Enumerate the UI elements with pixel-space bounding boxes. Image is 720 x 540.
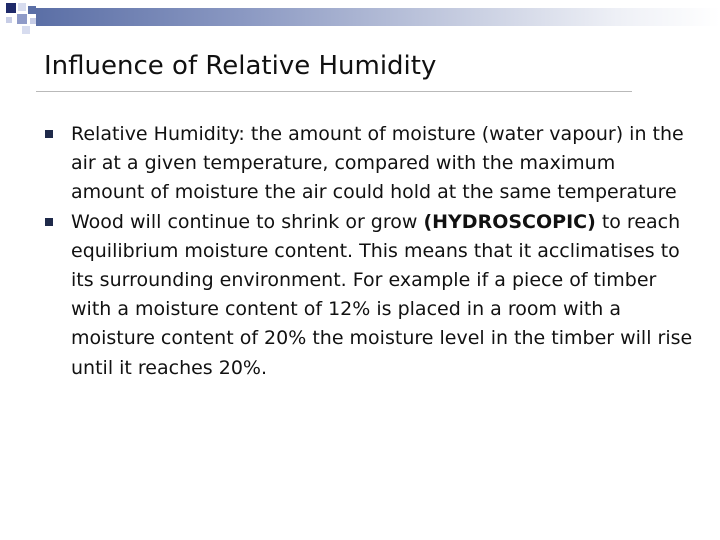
deco-square xyxy=(28,6,36,14)
square-bullet-icon xyxy=(45,130,53,138)
slide-title: Influence of Relative Humidity xyxy=(44,51,437,81)
deco-square xyxy=(22,26,30,34)
deco-square xyxy=(6,17,12,23)
bullet-item xyxy=(44,120,694,208)
title-divider xyxy=(36,91,632,92)
deco-square xyxy=(6,3,16,13)
square-bullet-icon xyxy=(45,218,53,226)
bullet-text-end: to reach equilibrium moisture content. This means that it acclimatises to its surrounding environment. For example if a piece of timber with a moisture content of 12% is placed in a room with a moisture content of 20% the moisture level in the timber will rise until it reaches 20%. xyxy=(71,210,693,379)
bullet-item xyxy=(44,208,694,383)
bullet-text: Relative Humidity: the amount of moisture (water vapour) in the air at a given temperature, compared with the maximum amount of moisture the air could hold at the same temperature xyxy=(71,123,684,204)
bullet-text-start: Wood will continue to shrink or grow xyxy=(71,210,424,233)
bullet-list xyxy=(44,120,694,383)
bullet-emphasis: (HYDROSCOPIC) xyxy=(423,210,596,233)
deco-square xyxy=(18,3,26,11)
header-band xyxy=(36,8,720,26)
deco-square xyxy=(17,14,27,24)
